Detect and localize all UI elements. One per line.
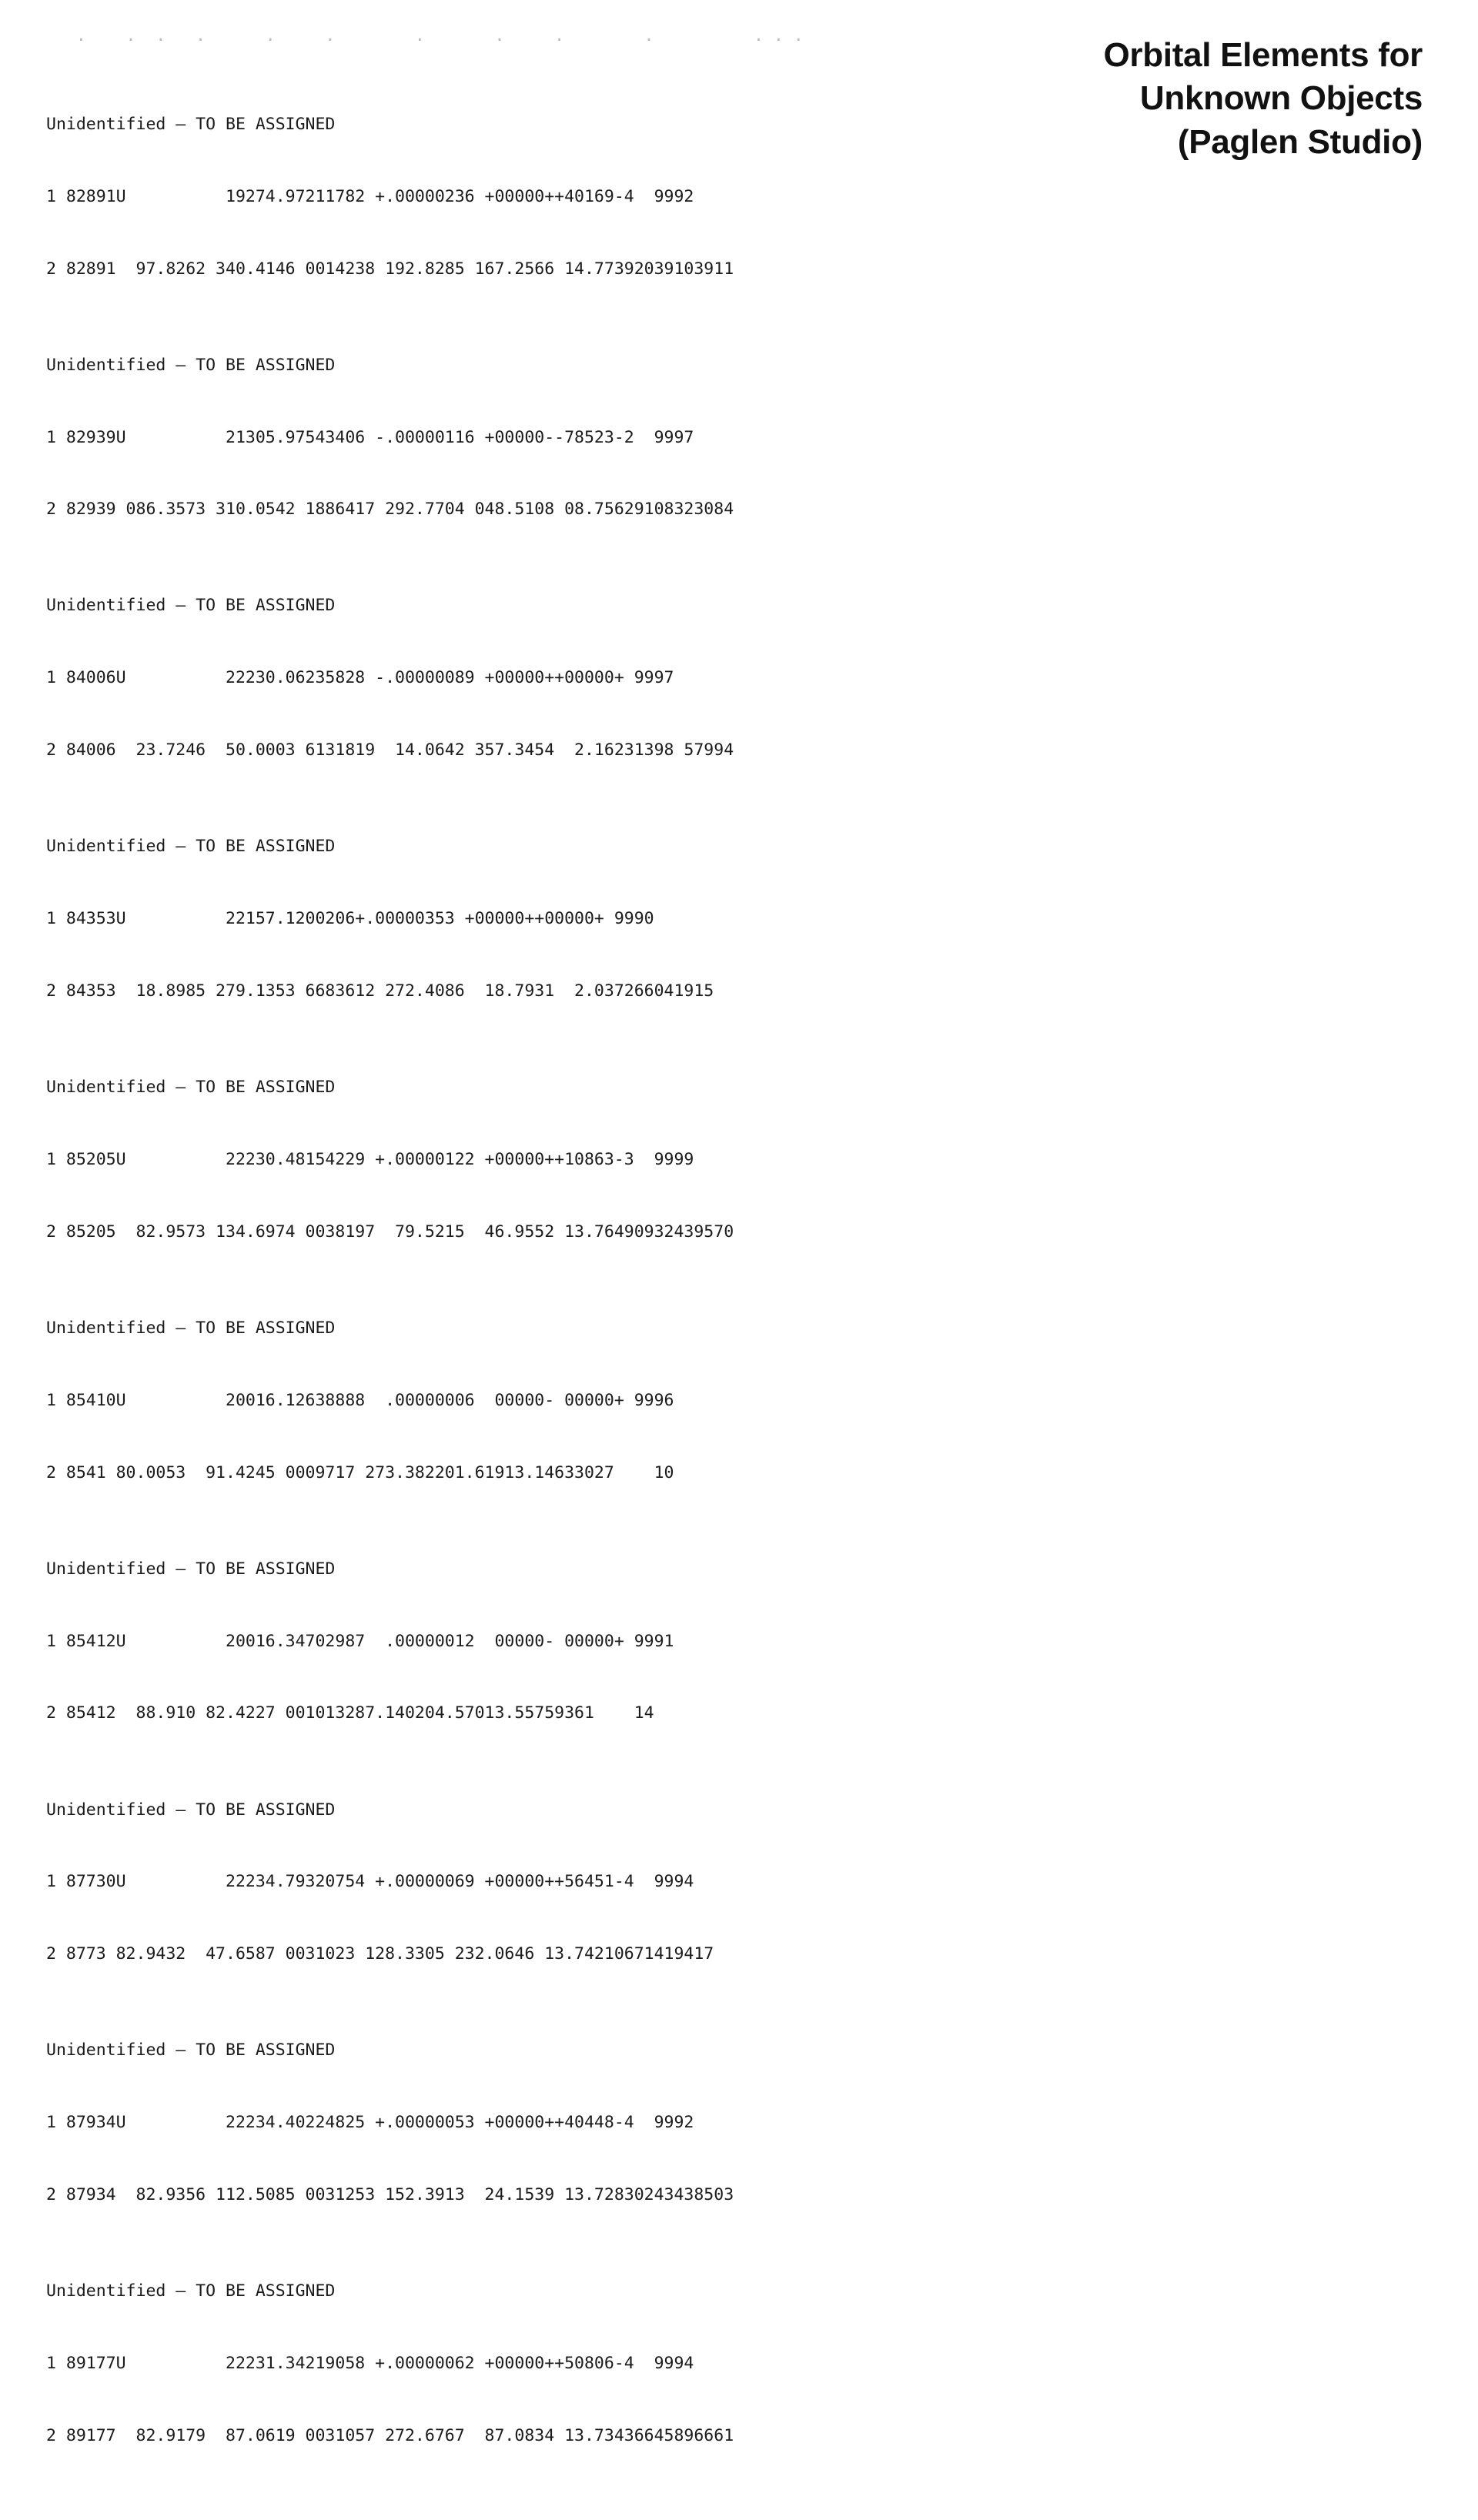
tle-listing-panel: [46, 26, 1001, 2520]
tle-line-1: 1 85205U 22230.48154229 +.00000122 +00000++10863-3 9999: [46, 1149, 694, 1169]
tle-line-2: 2 84006 23.7246 50.0003 6131819 14.0642 357.3454 2.16231398 57994: [46, 740, 734, 760]
tle-line-1: 1 82891U 19274.97211782 +.00000236 +00000++40169-4 9992: [46, 186, 694, 206]
tle-object-name: Unidentified — TO BE ASSIGNED: [46, 114, 336, 134]
tle-object-name: Unidentified — TO BE ASSIGNED: [46, 2040, 336, 2060]
tle-line-2: 2 85205 82.9573 134.6974 0038197 79.5215 46.9552 13.76490932439570: [46, 1222, 734, 1242]
caption-line-2: Unknown Objects: [1139, 79, 1423, 118]
tle-object-name: Unidentified — TO BE ASSIGNED: [46, 1318, 336, 1338]
tle-line-2: 2 87934 82.9356 112.5085 0031253 152.3913 24.1539 13.72830243438503: [46, 2185, 734, 2205]
tle-line-2: 2 82891 97.8262 340.4146 0014238 192.8285 167.2566 14.77392039103911: [46, 259, 734, 279]
tle-line-2: 2 89177 82.9179 87.0619 0031057 272.6767 87.0834 13.73436645896661: [46, 2425, 734, 2445]
figure-caption: [1007, 34, 1423, 164]
tle-object-name: Unidentified — TO BE ASSIGNED: [46, 837, 336, 857]
tle-line-2: 2 84353 18.8985 279.1353 6683612 272.4086 18.7931 2.037266041915: [46, 981, 714, 1001]
tle-line-1: 1 87730U 22234.79320754 +.00000069 +00000++56451-4 9994: [46, 1872, 694, 1892]
tle-line-2: 2 82939 086.3573 310.0542 1886417 292.7704 048.5108 08.75629108323084: [46, 500, 734, 520]
tle-line-2: 2 8773 82.9432 47.6587 0031023 128.3305 232.0646 13.74210671419417: [46, 1944, 714, 1964]
tle-line-1: 1 84006U 22230.06235828 -.00000089 +00000++00000+ 9997: [46, 668, 674, 688]
caption-line-3: (Paglen Studio): [1177, 122, 1423, 161]
tle-object-name: Unidentified — TO BE ASSIGNED: [46, 1559, 336, 1579]
tle-line-1: 1 85410U 20016.12638888 .00000006 00000- 00000+ 9996: [46, 1390, 674, 1410]
tle-line-1: 1 85412U 20016.34702987 .00000012 00000- 00000+ 9991: [46, 1631, 674, 1651]
tle-line-1: 1 84353U 22157.1200206+.00000353 +00000++00000+ 9990: [46, 909, 654, 929]
tle-object-name: Unidentified — TO BE ASSIGNED: [46, 1800, 336, 1820]
tle-line-2: 2 85412 88.910 82.4227 001013287.140204.57013.55759361 14: [46, 1703, 654, 1723]
tle-object-name: Unidentified — TO BE ASSIGNED: [46, 596, 336, 616]
tle-object-name: Unidentified — TO BE ASSIGNED: [46, 1078, 336, 1098]
tle-line-1: 1 89177U 22231.34219058 +.00000062 +00000++50806-4 9994: [46, 2354, 694, 2373]
caption-line-1: Orbital Elements for: [1103, 36, 1423, 74]
tle-text-block: [46, 40, 1001, 2520]
clipped-top-line: . . . . . . . . . . . . .: [46, 26, 804, 45]
tle-line-1: 1 82939U 21305.97543406 -.00000116 +00000--78523-2 9997: [46, 427, 694, 447]
tle-line-1: 1 87934U 22234.40224825 +.00000053 +00000++40448-4 9992: [46, 2113, 694, 2133]
tle-object-name: Unidentified — TO BE ASSIGNED: [46, 2281, 336, 2301]
tle-line-2: 2 8541 80.0053 91.4245 0009717 273.382201.61913.14633027 10: [46, 1462, 674, 1482]
tle-object-name: Unidentified — TO BE ASSIGNED: [46, 355, 336, 375]
